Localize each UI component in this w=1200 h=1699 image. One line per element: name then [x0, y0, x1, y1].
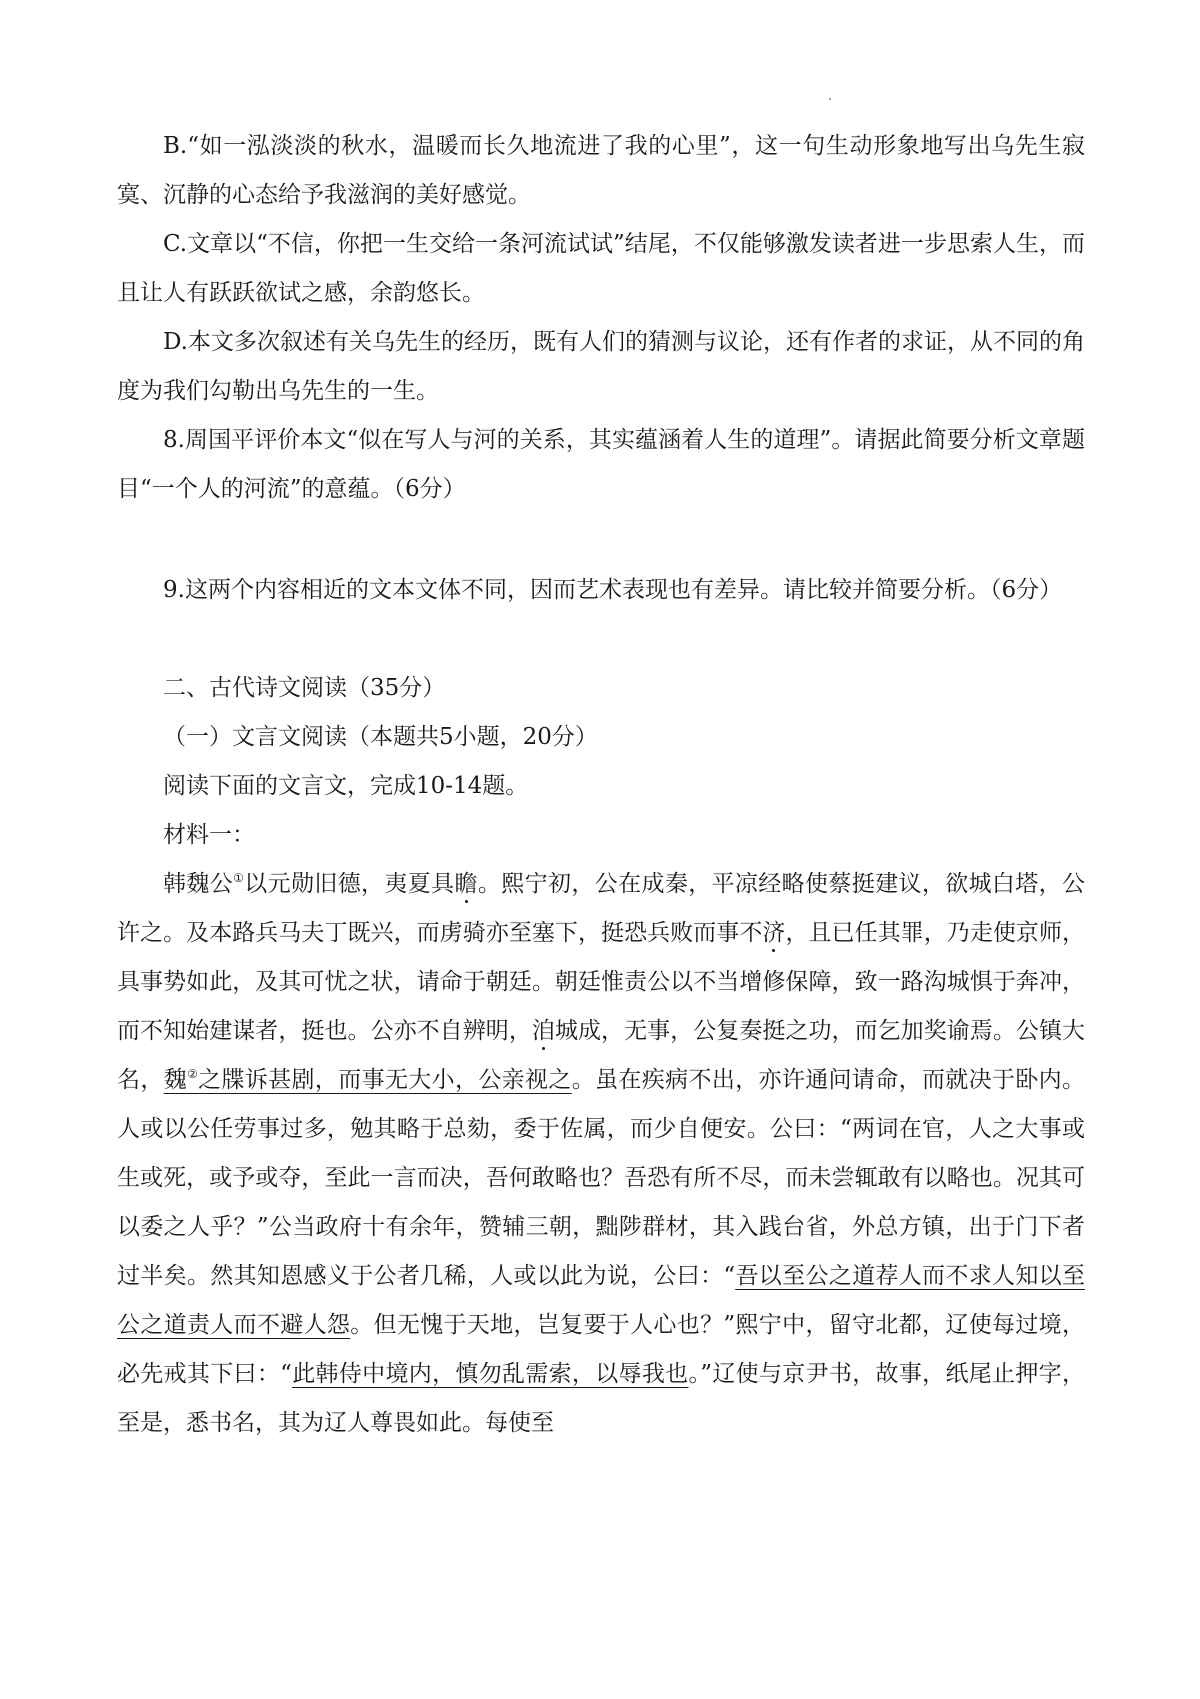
underlined-sentence	[164, 1067, 572, 1093]
scan-speck	[829, 98, 831, 100]
footnote-marker: ①	[233, 871, 245, 885]
option-b: B.“如一泓淡淡的秋水，温暖而长久地流进了我的心里”，这一句生动形象地写出乌先生寂寞、沉静的心态给予我滋润的美好感觉。	[117, 133, 1085, 208]
passage-text: 。虽在疾病不出，亦许通问请命，而就决于卧内。人或以公任劳事过多，勉其略于总劾，委于佐属，而少自便安。公曰：“两词在官，人之大事或生或死，或予或夺，至此一言而决，吾何敢略也？吾恐有所不尽，而未尝辄敢有以略也。况其可以委之人乎？”公当政府十有余年，赞辅三朝，黜陟群材，其入践台省，外总方镇，出于门下者过半矣。然其知恩感义于公者几稀，人或以此为说，公曰：“	[117, 1067, 1086, 1289]
underlined-text: 魏	[163, 1067, 188, 1093]
passage-text: 。但无愧于天地，岂复要于人心也？”熙宁中，留守北都，辽使每过境，必先戒其下曰：“	[117, 1312, 1085, 1387]
question-8: 8.周国平评价本文“似在写人与河的关系，其实蕴涵着人生的道理”。请据此简要分析文章题目“一个人的河流”的意蕴。（6分）	[117, 427, 1085, 502]
option-c: C.文章以“不信，你把一生交给一条河流试试”结尾，不仅能够激发读者进一步思索人生，而且让人有跃跃欲试之感，余韵悠长。	[117, 231, 1085, 306]
section-subtitle: （一）文言文阅读（本题共5小题，20分）	[163, 724, 598, 750]
emphasis-dot-word: 济	[762, 920, 786, 946]
underlined-text: 之牒诉甚剧，而事无大小，公亲视之	[198, 1067, 572, 1093]
reading-instruction: 阅读下面的文言文，完成10-14题。	[163, 773, 529, 799]
passage-text: 。”辽使与京尹书，故事，纸尾止押字，至是，悉书名，其为辽人尊畏如此。每使至	[117, 1361, 1085, 1436]
option-d: D.本文多次叙述有关乌先生的经历，既有人们的猜测与议论，还有作者的求证，从不同的角度为我们勾勒出乌先生的一生。	[117, 329, 1085, 404]
answer-space-8	[117, 514, 1085, 566]
emphasis-dot-word: 洎	[531, 1018, 555, 1044]
answer-space-9	[117, 615, 1085, 664]
passage-text: 以元勋旧德，夷夏具	[244, 871, 455, 897]
classical-passage	[117, 860, 1085, 1448]
passage-text: ，且已任其罪，乃走使京师，具事势如此，及其可忧之状，请命于朝廷。朝廷惟责公以不当增修保障，致一路沟城惧于奔冲，而不知始建谋者，挺也。公亦不自辨明，	[117, 920, 1086, 1044]
material-label: 材料一：	[163, 822, 255, 848]
passage-text: 城成，无事，公复奏挺之功，而乞加奖谕焉。公镇大名，	[117, 1018, 1086, 1093]
emphasis-dot-word: 瞻	[454, 871, 478, 897]
underlined-sentence: 此韩侍中境内，慎勿乱需索，以辱我也	[291, 1361, 689, 1387]
footnote-marker: ②	[187, 1067, 199, 1081]
passage-text: 韩魏公	[163, 871, 234, 897]
underlined-sentence: 吾以至公之道荐人而不求人知以至公之道责人而不避人怨	[117, 1263, 1085, 1338]
section-title: 二、古代诗文阅读（35分）	[163, 675, 446, 701]
document-content	[117, 122, 1085, 1448]
question-9: 9.这两个内容相近的文本文体不同，因而艺术表现也有差异。请比较并简要分析。（6分）	[163, 577, 1063, 603]
passage-text: 。熙宁初，公在成秦，平凉经略使蔡挺建议，欲城白塔，公许之。及本路兵马夫丁既兴，而虏骑亦至塞下，挺恐兵败而事不	[117, 871, 1086, 946]
